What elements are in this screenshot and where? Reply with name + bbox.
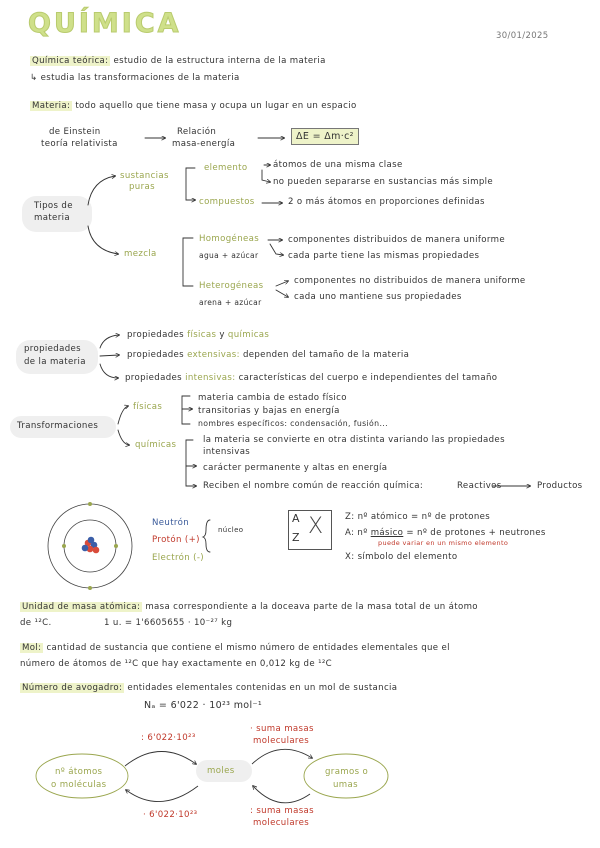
propiedad-extensivas	[127, 350, 409, 360]
date: 30/01/2025	[496, 31, 549, 41]
arrow-gramos-moles	[253, 786, 310, 803]
node-gramos-2: umas	[333, 780, 358, 790]
mol-def-1: cantidad de sustancia que contiene el mismo número de entidades elementales que el	[46, 643, 450, 653]
uma-value: 1 u. = 1'6605655 · 10⁻²⁷ kg	[104, 618, 233, 628]
mezcla-label: mezcla	[124, 249, 157, 259]
transformaciones-label: Transformaciones	[17, 421, 99, 431]
box-z: Z	[292, 531, 300, 544]
electron-label: Electrón (-)	[152, 553, 204, 563]
box-x: X	[308, 514, 324, 539]
a-def-masico: másico	[370, 528, 404, 538]
arrow-prop-1	[100, 335, 119, 348]
elemento-label: elemento	[204, 163, 248, 173]
puras-label: puras	[129, 182, 155, 192]
orbit-outer	[48, 504, 132, 588]
homogeneas-def-1: componentes distribuidos de manera uniforme	[288, 235, 505, 245]
arrow-trans-fisicas	[118, 406, 128, 424]
arrow-atomos-moles	[125, 751, 196, 766]
electron-dot	[88, 586, 92, 590]
prop-intensivas: intensivas:	[185, 373, 236, 383]
arrow-tipos-mezcla	[88, 226, 118, 254]
fisicas-def-2: transitorias y bajas en energía	[198, 406, 340, 416]
heterogeneas-def-2: cada uno mantiene sus propiedades	[294, 292, 462, 302]
node-moles: moles	[207, 766, 235, 776]
electron-dot	[88, 502, 92, 506]
propiedad-intensivas	[125, 373, 497, 383]
arrow-elemento-2	[262, 170, 270, 182]
cycle-bottom-left: · 6'022·10²³	[143, 810, 198, 820]
quimicas-label: químicas	[135, 440, 177, 450]
tipos-label-2: materia	[34, 213, 70, 223]
cycle-top-left: : 6'022·10²³	[141, 733, 196, 743]
propiedad-fisicas-quimicas	[127, 330, 269, 340]
reactivos: Reactivos	[457, 481, 502, 491]
electron-dot	[62, 544, 66, 548]
fisicas-def-3: nombres específicos: condensación, fusión...	[198, 419, 388, 428]
einstein-formula: ΔE = Δm·c²	[291, 128, 359, 145]
intro-sub: ↳ estudia las transformaciones de la materia	[30, 73, 240, 83]
fisicas-def-1: materia cambia de estado físico	[198, 393, 347, 403]
uma-def: masa correspondiente a la doceava parte de la masa total de un átomo	[145, 602, 478, 612]
arrow-trans-quimicas	[118, 430, 129, 445]
productos: Productos	[537, 481, 583, 491]
einstein-left-2: teoría relativista	[41, 139, 118, 149]
homogeneas-label: Homogéneas	[199, 234, 260, 244]
proton-dot	[87, 546, 94, 553]
prop-fisicas: físicas	[187, 330, 217, 340]
term-uma: Unidad de masa atómica:	[22, 602, 141, 612]
bracket-puras	[186, 168, 195, 200]
materia-def: todo aquello que tiene masa y ocupa un lugar en un espacio	[75, 101, 357, 111]
materia-line	[30, 101, 357, 111]
avogadro-line	[20, 683, 397, 693]
term-materia: Materia:	[32, 101, 71, 111]
a-def-prefix: A: nº	[345, 528, 368, 538]
elemento-def-2: no pueden separarse en sustancias más simple	[273, 177, 494, 187]
avogadro-def: entidades elementales contenidas en un mol de sustancia	[127, 683, 398, 693]
elemento-def-1: átomos de una misma clase	[273, 160, 403, 170]
heterogeneas-def-1: componentes no distribuidos de manera uniforme	[294, 276, 526, 286]
z-definition: Z: nº atómico = nº de protones	[345, 512, 491, 522]
neutron-dot	[91, 542, 98, 549]
quimicas-def-1b: intensivas	[203, 447, 251, 457]
arrow-prop-3	[100, 364, 118, 378]
propiedades-label-1: propiedades	[24, 344, 81, 354]
neutron-dot	[88, 537, 95, 544]
quimicas-def-2: carácter permanente y altas en energía	[203, 463, 388, 473]
prop-intensivas-def: características del cuerpo e independientes del tamaño	[238, 373, 498, 383]
uma-def-2: de ¹²C.	[20, 618, 52, 628]
avogadro-formula: Nₐ = 6'022 · 10²³ mol⁻¹	[144, 700, 262, 711]
cycle-bottom-right-2: moleculares	[253, 818, 310, 828]
compuestos-label: compuestos	[199, 197, 255, 207]
prop-word: propiedades	[127, 350, 184, 360]
uma-line	[20, 602, 478, 612]
cycle-top-right-1: · suma masas	[250, 724, 314, 734]
term-mol: Mol:	[22, 643, 42, 653]
proton-label: Protón (+)	[152, 535, 200, 545]
nucleo-label: núcleo	[218, 526, 244, 534]
term-quimica-teorica: Química teórica:	[32, 56, 109, 66]
mol-line	[20, 643, 450, 653]
fisicas-label: físicas	[133, 402, 163, 412]
heterogeneas-label: Heterogéneas	[199, 281, 264, 291]
nucleo-brace	[203, 520, 210, 552]
arrow-homo-2	[270, 244, 283, 255]
proton-dot	[93, 547, 100, 554]
prop-word: propiedades	[125, 373, 182, 383]
prop-extensivas: extensivas:	[187, 350, 240, 360]
node-gramos-1: gramos o	[325, 767, 369, 777]
arrow-tipos-puras	[88, 176, 115, 205]
bracket-fisicas	[182, 396, 190, 424]
intro-line	[30, 56, 326, 66]
neutron-dot	[82, 545, 89, 552]
neutron-label: Neutrón	[152, 518, 190, 528]
cycle-top-right-2: moleculares	[253, 736, 310, 746]
compuestos-def: 2 o más átomos en proporciones definidas	[288, 197, 485, 207]
a-definition	[345, 528, 546, 538]
orbit-inner	[64, 520, 116, 572]
tipos-label-1: Tipos de	[34, 201, 73, 211]
term-avogadro: Número de avogadro:	[22, 683, 123, 693]
cycle-bottom-right-1: : suma masas	[250, 806, 314, 816]
heterogeneas-example: arena + azúcar	[199, 298, 262, 307]
x-definition: X: símbolo del elemento	[345, 552, 458, 562]
node-atomos-2: o moléculas	[51, 780, 107, 790]
propiedades-label-2: de la materia	[24, 357, 86, 367]
quimicas-def-3: Reciben el nombre común de reacción química:	[203, 481, 424, 491]
homogeneas-def-2: cada parte tiene las mismas propiedades	[288, 251, 480, 261]
atom-drawing	[48, 502, 132, 590]
arrow-hetero-1	[276, 281, 288, 286]
proton-dot	[85, 540, 92, 547]
prop-quimicas: químicas	[227, 330, 270, 340]
arrow-prop-2	[100, 355, 119, 356]
box-a: A	[292, 512, 300, 525]
bracket-mezcla	[183, 238, 193, 286]
a-note: puede variar en un mismo elemento	[378, 539, 509, 547]
arrow-moles-atomos	[126, 786, 198, 802]
prop-extensivas-def: dependen del tamaño de la materia	[242, 350, 410, 360]
prop-word: propiedades	[127, 330, 184, 340]
a-def-rest: = nº de protones + neutrones	[406, 528, 546, 538]
node-atomos-1: nº átomos	[55, 767, 103, 777]
prop-y: y	[219, 330, 225, 340]
einstein-mid-1: Relación	[177, 127, 217, 137]
intro-def: estudio de la estructura interna de la materia	[113, 56, 326, 66]
bracket-quimicas	[186, 440, 196, 486]
arrow-moles-gramos	[252, 749, 312, 764]
page-title: QUÍMICA	[28, 8, 182, 39]
sustancias-label: sustancias	[120, 171, 169, 181]
arrow-hetero-2	[276, 290, 288, 297]
mol-def-2: número de átomos de ¹²C que hay exactamente en 0,012 kg de ¹²C	[20, 659, 333, 669]
electron-dot	[114, 544, 118, 548]
einstein-mid-2: masa-energía	[172, 139, 236, 149]
einstein-left-1: de Einstein	[49, 127, 101, 137]
homogeneas-example: agua + azúcar	[199, 251, 259, 260]
quimicas-def-1a: la materia se convierte en otra distinta variando las propiedades	[203, 435, 505, 445]
